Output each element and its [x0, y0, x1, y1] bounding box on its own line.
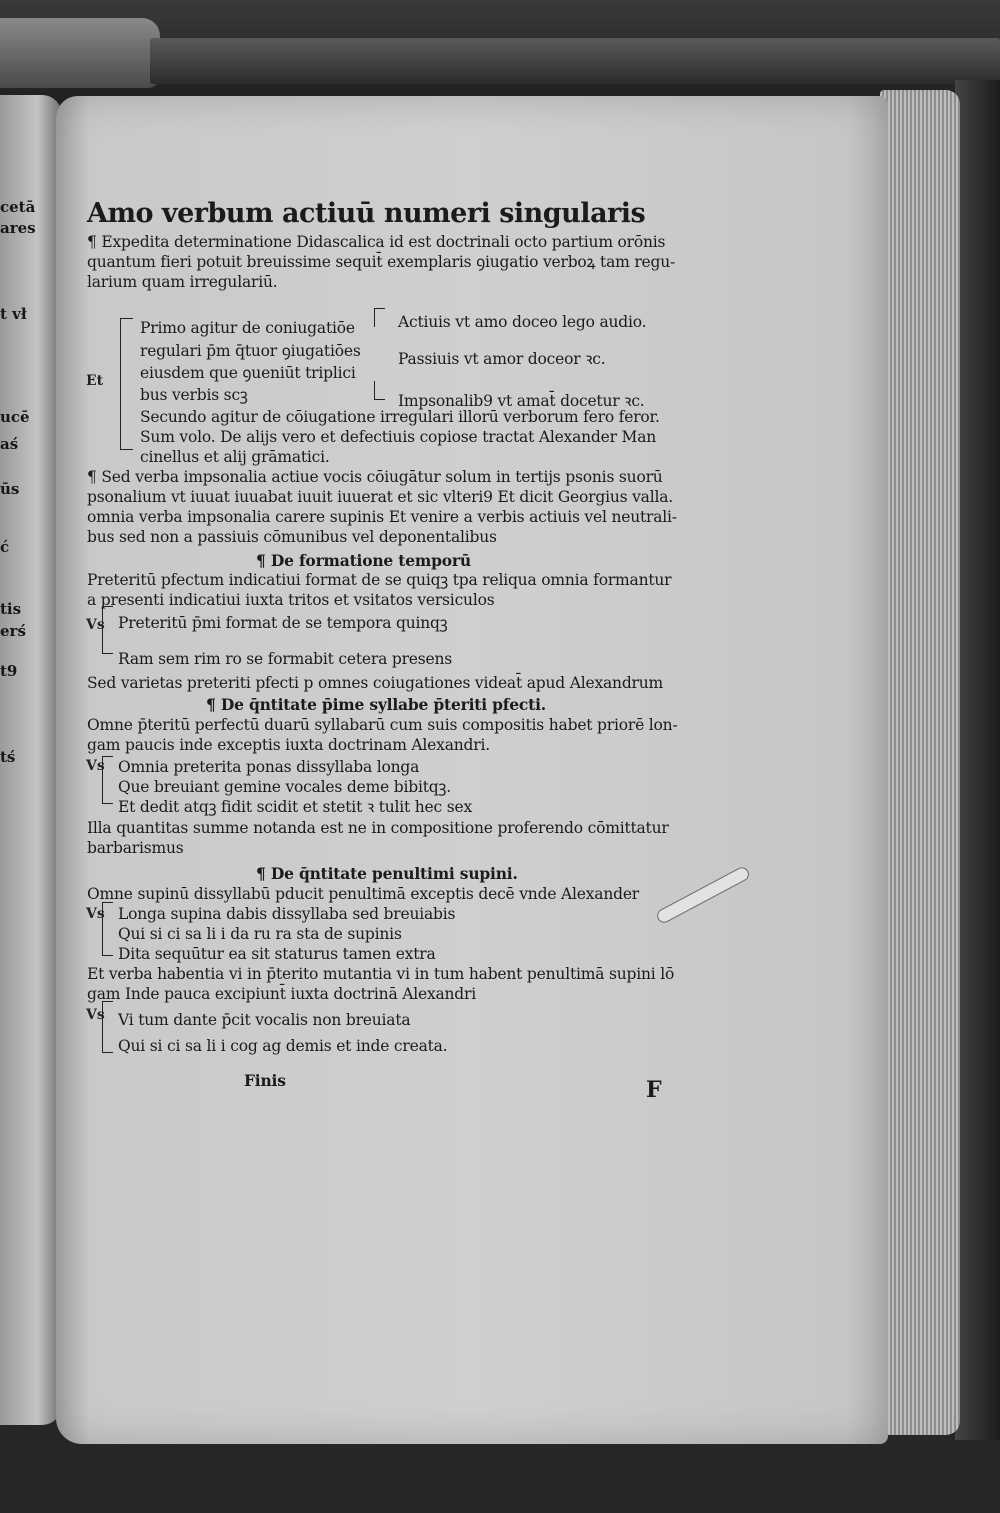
left-fragment: ūs [0, 480, 20, 498]
verse-bracket [102, 902, 113, 956]
left-fragment: erś [0, 622, 26, 640]
text-line: Omne supinū dissyllabū pducit penultimā exceptis decē vnde Alexander [87, 885, 640, 903]
text-line: Secundo agitur de cōiugatione irregulari illorū verborum fero feror. [140, 408, 660, 426]
text-line: gam paucis inde exceptis iuxta doctrinam Alexandri. [87, 736, 490, 754]
text-line: ¶ Expedita determinatione Didascalica id est doctrinali octo partium orōnis [87, 233, 666, 251]
page-edges [880, 90, 960, 1435]
left-fragment: tś [0, 748, 16, 766]
text-line: omnia verba impsonalia carere supinis Et venire a verbis actiuis vel neutrali- [87, 508, 677, 526]
book-page [56, 96, 888, 1444]
bracket-left [120, 318, 133, 450]
text-line: Longa supina dabis dissyllaba sed breuiabis [118, 905, 456, 923]
margin-note: Et [86, 373, 104, 389]
text-line: Omnia preterita ponas dissyllaba longa [118, 758, 420, 776]
verse-bracket [102, 756, 113, 804]
text-line: Impsonalib9 vt amat̄ docetur ꝛc. [398, 392, 645, 410]
text-line: a presenti indicatiui iuxta tritos et vsitatos versiculos [87, 591, 495, 609]
paper-repair-mark [655, 865, 752, 925]
text-line: quantum fieri potuit breuissime sequit̄ exemplaris ꝯiugatio verboꝝ tam regu- [87, 253, 676, 271]
text-line: Vi tum dante p̄cit vocalis non breuiata [118, 1011, 411, 1029]
text-line: Sed varietas preteriti pfecti p omnes coiugationes videat̄ apud Alexandrum [87, 674, 664, 692]
left-facing-page [0, 95, 62, 1425]
binding-strap-left [0, 18, 160, 88]
text-line: bus sed non a passiuis cōmunibus vel deponentalibus [87, 528, 497, 546]
bracket-right [374, 381, 385, 400]
margin-note: Vs [86, 617, 105, 633]
left-fragment: ć [0, 538, 10, 556]
bracket-right [374, 308, 385, 327]
left-fragment: t9 [0, 662, 18, 680]
text-line: psonalium vt iuuat iuuabat iuuit iuuerat et sic vlteri9 Et dicit Georgius valla. [87, 488, 673, 506]
margin-note: Vs [86, 906, 105, 922]
cover-board [955, 80, 1000, 1440]
left-fragment: t vł [0, 305, 27, 323]
section-heading: ¶ De q̄ntitate penultimi supini. [256, 864, 518, 883]
text-line: Ram sem rim ro se formabit cetera presens [118, 650, 453, 668]
text-line: Preteritū pfectum indicatiui format de se quiqꝫ tpa reliqua omnia formantur [87, 571, 672, 589]
text-line: Et verba habentia vi in p̄terito mutantia vi in tum habent penultimā supini lō [87, 965, 675, 983]
text-line: Qui si ci sa li i cog ag demis et inde creata. [118, 1037, 448, 1055]
text-line: Primo agitur de coniugatiōe [140, 319, 355, 337]
text-line: cinellus et alij grāmatici. [140, 448, 330, 466]
page-title: Amo verbum actiuū numeri singularis [87, 198, 646, 229]
text-line: Sum volo. De alijs vero et defectiuis copiose tractat Alexander Man [140, 428, 657, 446]
signature-mark: F [646, 1077, 662, 1103]
left-fragment: tis [0, 600, 22, 618]
left-fragment: ucē [0, 408, 30, 426]
text-line: Et dedit atqꝫ fidit scidit et stetit ꝛ tulit hec sex [118, 798, 473, 816]
text-line: Omne p̄teritū perfectū duarū syllabarū cum suis compositis habet priorē lon- [87, 716, 678, 734]
left-fragment: cetā [0, 198, 36, 216]
text-line: regulari p̄m q̄tuor ꝯiugatiōes [140, 342, 361, 360]
section-heading: ¶ De formatione temporū [256, 551, 471, 570]
text-line: eiusdem que ꝯueniūt triplici [140, 364, 356, 382]
text-line: Que breuiant gemine vocales deme bibitqꝫ. [118, 778, 451, 796]
text-line: ¶ Sed verba impsonalia actiue vocis cōiugātur solum in tertijs psonis suorū [87, 468, 663, 486]
text-line: larium quam irregulariū. [87, 273, 278, 291]
finis: Finis [244, 1071, 286, 1090]
text-line: gam Inde pauca excipiunt̄ iuxta doctrinā Alexandri [87, 985, 476, 1003]
text-line: Illa quantitas summe notanda est ne in compositione proferendo cōmittatur [87, 819, 669, 837]
text-line: Qui si ci sa li i da ru ra sta de supinis [118, 925, 402, 943]
margin-note: Vs [86, 1007, 105, 1023]
section-heading: ¶ De q̄ntitate p̄ime syllabe p̄teriti pfecti. [206, 695, 546, 714]
left-fragment: ares [0, 219, 36, 237]
text-line: Actiuis vt amo doceo lego audio. [398, 313, 647, 331]
text-line: Preteritū p̄mi format de se tempora quinqꝫ [118, 614, 448, 632]
left-fragment: aś [0, 435, 19, 453]
margin-note: Vs [86, 758, 105, 774]
binding-strap [150, 38, 1000, 84]
text-line: Dita sequūtur ea sit staturus tamen extra [118, 945, 436, 963]
verse-bracket [102, 1001, 113, 1053]
text-line: Passiuis vt amor doceor ꝛc. [398, 350, 606, 368]
verse-bracket [102, 606, 113, 654]
text-line: barbarismus [87, 839, 184, 857]
text-line: bus verbis scꝫ [140, 386, 248, 404]
